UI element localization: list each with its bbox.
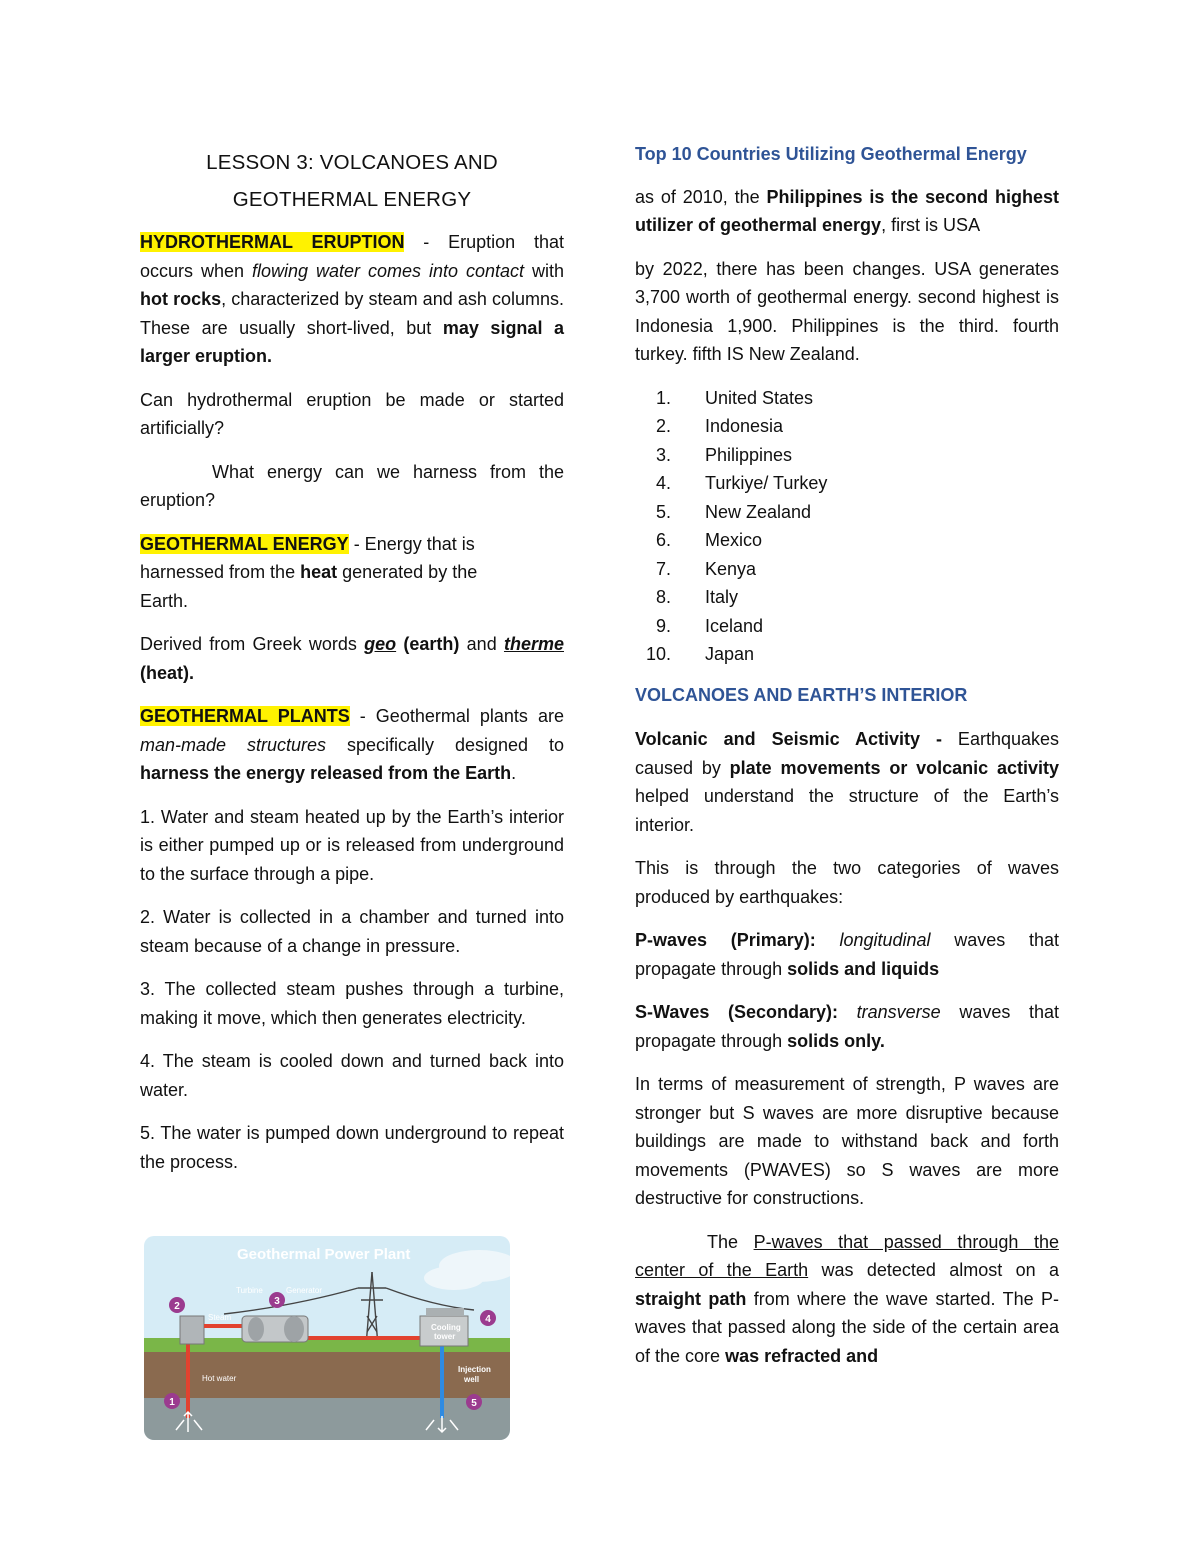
- text-run: .: [189, 662, 195, 683]
- step-4: 4. The steam is cooled down and turned back into water.: [140, 1051, 564, 1100]
- list-number: 6.: [655, 530, 671, 550]
- country-name: Kenya: [705, 558, 757, 579]
- list-number: 5.: [655, 501, 671, 522]
- geothermal-plants-term: GEOTHERMAL PLANTS: [140, 706, 350, 726]
- badge-5-label: 5: [471, 1398, 477, 1409]
- text-run: - Geothermal plants are: [349, 706, 564, 726]
- badge-2-label: 2: [174, 1301, 180, 1312]
- text-run: generated by the Earth.: [140, 562, 478, 611]
- hot-water-label: Hot water: [202, 1374, 237, 1383]
- geothermal-power-plant-diagram: [144, 1236, 510, 1440]
- two-categories-paragraph: This is through the two categories of waves produced by earthquakes:: [635, 858, 1059, 907]
- text-run-bold: hot rocks: [140, 289, 222, 309]
- geothermal-energy-paragraph: [140, 530, 500, 616]
- list-number: 4.: [655, 473, 671, 493]
- derived-paragraph: [140, 630, 564, 687]
- top-10-heading: Top 10 Countries Utilizing Geothermal Energy: [635, 144, 1027, 164]
- list-item: [635, 441, 1059, 470]
- text-run-bold: was refracted and: [725, 1345, 879, 1366]
- text-run: and: [459, 634, 504, 654]
- paragraph-2010: [635, 183, 1059, 240]
- text-run: The: [707, 1231, 754, 1252]
- generator-label: Generator: [286, 1286, 323, 1295]
- text-run-therme: therme: [503, 634, 564, 654]
- text-run-italic: longitudinal: [839, 930, 931, 950]
- text-run: with: [524, 260, 564, 281]
- text-run: [838, 1002, 857, 1022]
- text-run: from where the wave started. The P-waves that passed along the side of the certain area of the core: [635, 1288, 1059, 1366]
- text-run: specifically designed to: [326, 734, 565, 755]
- turbine-label: Turbine: [236, 1286, 263, 1295]
- seismic-term: Volcanic and Seismic Activity -: [635, 729, 942, 749]
- step-3: 3. The collected steam pushes through a turbine, making it move, which then generates electricity.: [140, 979, 564, 1028]
- list-item: [635, 583, 1059, 612]
- text-run: was detected almost on a: [808, 1260, 1059, 1280]
- text-run: , first is USA: [881, 215, 981, 235]
- step-1: 1. Water and steam heated up by the Earth’s interior is either pumped up or is released from underground to the surface through a pipe.: [140, 806, 564, 884]
- lesson-title-line-1: LESSON 3: VOLCANOES AND: [206, 151, 498, 174]
- text-run: waves that propagate through: [635, 1002, 1059, 1051]
- country-name: Turkiye/ Turkey: [705, 473, 828, 493]
- right-column: [635, 140, 1059, 1385]
- text-run: , characterized by steam and ash columns. These are usually short-lived, but: [140, 289, 564, 338]
- text-run-bold: (earth): [396, 634, 460, 654]
- question-energy: What energy can we harness from the eruption?: [140, 461, 564, 510]
- text-run-italic: man-made structures: [140, 734, 327, 755]
- countries-list: [635, 384, 1059, 669]
- text-run-underline: P-waves that passed through the center of the Earth: [635, 1231, 1059, 1280]
- text-run-bold: (heat): [140, 662, 189, 683]
- geothermal-energy-term: GEOTHERMAL ENERGY: [140, 533, 349, 554]
- text-run-bold: solids only: [787, 1030, 880, 1051]
- list-number: 8.: [655, 587, 671, 607]
- text-run: Earthquakes caused by: [635, 729, 1060, 778]
- list-number: 2.: [655, 416, 671, 436]
- question-artificial: Can hydrothermal eruption be made or started artificially?: [140, 389, 564, 438]
- text-run: - Eruption that occurs when: [140, 232, 564, 281]
- p-waves-detection-paragraph: [635, 1228, 1059, 1371]
- text-run: .: [879, 1030, 885, 1051]
- lesson-title-line-2: GEOTHERMAL ENERGY: [232, 188, 472, 211]
- s-waves-paragraph: [635, 998, 1059, 1055]
- text-run-bold: Philippines is the second highest utilizer of geothermal energy: [635, 186, 1060, 235]
- lesson-title: [140, 144, 564, 218]
- country-name: Italy: [705, 587, 739, 607]
- diagram-title: Geothermal Power Plant: [237, 1246, 411, 1263]
- text-run-bold: harness the energy released from the Earth: [140, 763, 512, 783]
- list-item: [635, 526, 1059, 555]
- list-number: 9.: [655, 615, 671, 636]
- list-number: 3.: [655, 444, 671, 465]
- s-waves-term: S-Waves (Secondary):: [635, 1002, 839, 1022]
- geothermal-plants-paragraph: [140, 702, 564, 788]
- diagram-svg: [144, 1236, 510, 1440]
- text-run-geo: geo: [364, 634, 397, 654]
- text-run: [816, 930, 840, 950]
- list-item: [635, 384, 1059, 413]
- injection-well: [440, 1342, 444, 1418]
- measurement-paragraph: In terms of measurement of strength, P waves are stronger but S waves are more disruptive because buildings are made to withstand back and forth movements (PWAVES) so S waves are more destructive for constructions.: [635, 1074, 1059, 1208]
- list-number: 1.: [655, 387, 671, 408]
- country-name: United States: [705, 387, 814, 408]
- text-run: - Energy that is harnessed from the: [140, 533, 475, 582]
- list-item: [635, 612, 1059, 641]
- seismic-activity-paragraph: [635, 725, 1059, 839]
- steam-chamber: [180, 1316, 204, 1344]
- list-number: 7.: [655, 558, 671, 579]
- country-name: Indonesia: [705, 416, 784, 436]
- text-run-bold: heat: [300, 562, 338, 582]
- list-item: [635, 469, 1059, 498]
- step-5: 5. The water is pumped down underground to repeat the process.: [140, 1123, 564, 1172]
- generator-icon: [284, 1316, 304, 1342]
- steam-label: Steam: [208, 1313, 232, 1322]
- list-item: [635, 555, 1059, 584]
- badge-3-label: 3: [274, 1296, 280, 1307]
- text-run: helped understand the structure of the Earth’s interior.: [635, 786, 1059, 835]
- paragraph-2022: by 2022, there has been changes. USA generates 3,700 worth of geothermal energy. second highest is Indonesia 1,900. Philippines is the third. fourth turkey. fifth IS New Zealand.: [635, 258, 1059, 364]
- text-run: Derived from Greek words: [140, 634, 365, 654]
- list-number: 10.: [645, 644, 671, 664]
- text-run: as of 2010, the: [635, 186, 767, 207]
- cooling-tower-top: [426, 1308, 464, 1316]
- production-well: [186, 1342, 190, 1418]
- country-name: Iceland: [705, 615, 764, 636]
- step-2: 2. Water is collected in a chamber and turned into steam because of a change in pressure.: [140, 907, 564, 956]
- text-run: .: [511, 763, 517, 783]
- steam-cloud-2: [424, 1266, 484, 1290]
- badge-1-label: 1: [169, 1397, 175, 1408]
- list-item: [635, 412, 1059, 441]
- text-run: waves that propagate through: [635, 930, 1059, 979]
- p-waves-paragraph: [635, 926, 1059, 983]
- p-waves-term: P-waves (Primary):: [635, 930, 816, 950]
- text-run-bold: may signal a larger eruption: [140, 317, 564, 366]
- turbine-icon: [248, 1317, 264, 1341]
- text-run-bold: solids and liquids: [787, 958, 940, 979]
- country-name: New Zealand: [705, 501, 812, 522]
- badge-4-label: 4: [485, 1314, 491, 1325]
- text-run-bold: straight path: [635, 1288, 747, 1309]
- country-name: Mexico: [705, 530, 763, 550]
- cooling-label-2: tower: [434, 1332, 456, 1341]
- list-item: [635, 498, 1059, 527]
- hydrothermal-eruption-term: HYDROTHERMAL ERUPTION: [140, 232, 405, 252]
- injection-label-1: Injection: [458, 1365, 491, 1374]
- text-run-italic: flowing water comes into contact: [252, 260, 525, 281]
- rock-layer: [144, 1398, 510, 1440]
- country-name: Philippines: [705, 444, 793, 465]
- text-run-bold: plate movements or volcanic activity: [729, 757, 1060, 778]
- text-run-italic: transverse: [856, 1002, 941, 1022]
- hydrothermal-eruption-paragraph: [140, 228, 564, 371]
- volcanoes-heading: VOLCANOES AND EARTH’S INTERIOR: [635, 684, 968, 705]
- cooling-label-1: Cooling: [431, 1323, 461, 1332]
- injection-label-2: well: [464, 1375, 480, 1384]
- country-name: Japan: [705, 644, 755, 664]
- soil: [144, 1352, 510, 1398]
- list-item: [635, 640, 1059, 669]
- steam-pipe: [204, 1324, 246, 1328]
- text-run: .: [267, 346, 273, 366]
- left-column: [140, 140, 564, 1191]
